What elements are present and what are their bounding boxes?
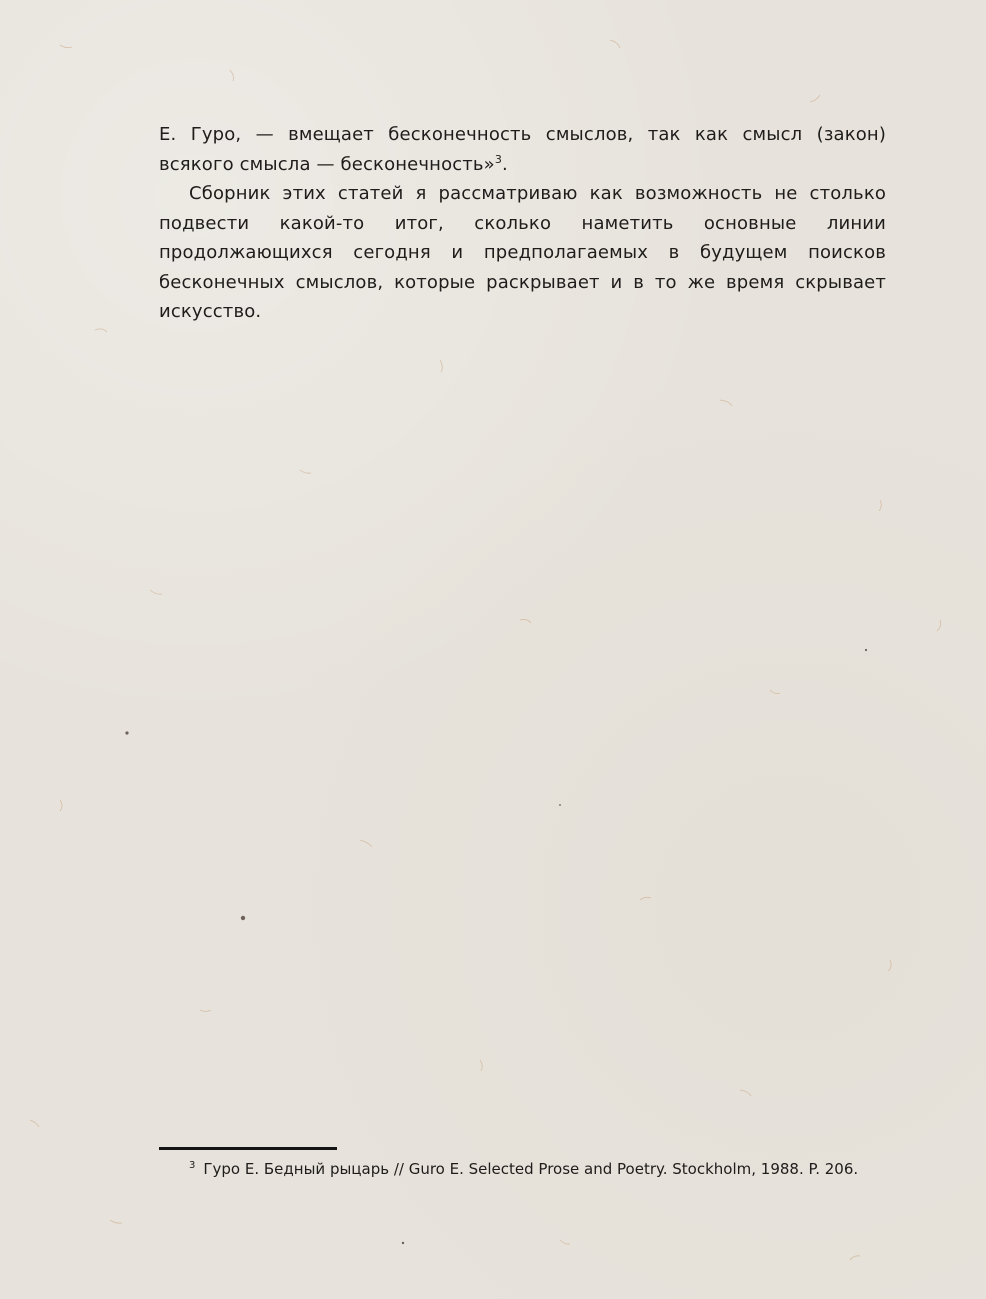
paragraph-1-text: Е. Гуро, — вмещает бесконечность смыслов, так как смысл (закон) всякого смысла — бесконечность» (159, 124, 886, 175)
paragraph-2: Сборник этих статей я рассматриваю как возможность не столько подвести какой-то итог, сколько наметить основные линии продолжающихся сегодня и предполагаемых в будущем поисков бесконечных смыслов, которые раскрывает и в то же время скрывает искусство. (159, 183, 886, 322)
footnote-text: Гуро Е. Бедный рыцарь // Guro E. Selected Prose and Poetry. Stockholm, 1988. P. 206. (203, 1160, 859, 1178)
main-text (159, 120, 886, 327)
paragraph-continuation (159, 120, 886, 179)
footnote-reference: 3 (494, 152, 502, 166)
footnote-number: 3 (189, 1160, 196, 1171)
footnote-divider (159, 1147, 337, 1150)
paragraph-1-trailing: . (502, 153, 508, 175)
footnote (189, 1158, 889, 1180)
